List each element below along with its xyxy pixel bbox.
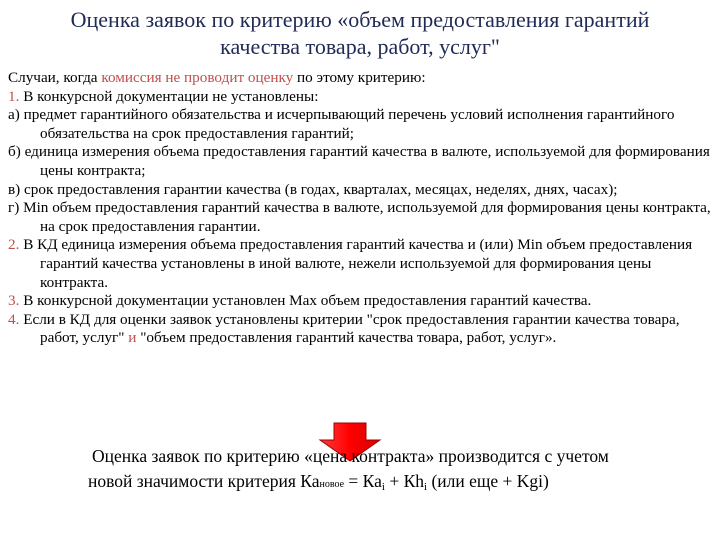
list-item (8, 88, 716, 107)
formula-sub-i: i (424, 481, 428, 493)
item-text: В конкурсной документации установлен Max объем предоставления гарантий качества. (23, 292, 592, 310)
list-item (8, 311, 716, 348)
intro-before: Случаи, когда (8, 69, 98, 86)
list-item (8, 199, 716, 236)
cases-list (8, 69, 716, 348)
conclusion-text (88, 444, 712, 500)
formula-sub-new: новое (319, 479, 345, 490)
formula-eq: = Ка (344, 471, 382, 491)
intro-highlight: комиссия не проводит оценку (101, 69, 294, 86)
item-text: б) единица измерения объема предоставления гарантий качества в валюте, используемой для формирования цены контракта; (8, 143, 710, 179)
conclusion-formula (88, 469, 712, 500)
item-text: Если в КД для оценки заявок установлены критерии "срок предоставления гарантии качества товара, работ, услуг" (23, 310, 680, 347)
item-number: 2. (8, 236, 20, 254)
list-item (8, 181, 716, 200)
intro-line (8, 69, 716, 88)
formula-plus: + Кh (384, 471, 424, 491)
slide-title (30, 6, 690, 60)
item-text: В КД единица измерения объема предоставления гарантий качества и (или) Min объем предоставления гарантий качества установлены в иной валюте, нежели используемой для формирования цены контракта. (23, 236, 693, 291)
list-item (8, 143, 716, 180)
item-text: в) срок предоставления гарантии качества (в годах, кварталах, месяцах, неделях, днях, часах); (8, 180, 618, 198)
item-text: В конкурсной документации не установлены: (23, 87, 319, 105)
formula-tail: (или еще + Kgi) (427, 471, 549, 491)
item-text: "объем предоставления гарантий качества товара, работ, услуг». (140, 329, 557, 347)
formula-sub-i: i (381, 481, 385, 493)
item-text: г) Min объем предоставления гарантий качества в валюте, используемой для формирования цены контракта, на срок предоставления гарантии. (8, 199, 711, 235)
item-number: 1. (8, 87, 20, 105)
title-line-2: качества товара, работ, услуг" (220, 34, 500, 59)
conclusion-line-1: Оценка заявок по критерию «цена контракта» производится с учетом (92, 446, 609, 466)
intro-after: по этому критерию: (297, 69, 426, 86)
list-item (8, 236, 716, 292)
item-text: а) предмет гарантийного обязательства и исчерпывающий перечень условий исполнения гарантийного обязательства на срок предоставления гарантий; (8, 106, 675, 142)
item-number: 3. (8, 292, 20, 310)
formula-lead: новой значимости критерия Ка (88, 471, 320, 491)
title-line-1: Оценка заявок по критерию «объем предоставления гарантий (70, 7, 650, 32)
item-number: 4. (8, 310, 20, 328)
list-item (8, 292, 716, 311)
list-item (8, 106, 716, 143)
item-conjunction: и (128, 329, 137, 347)
